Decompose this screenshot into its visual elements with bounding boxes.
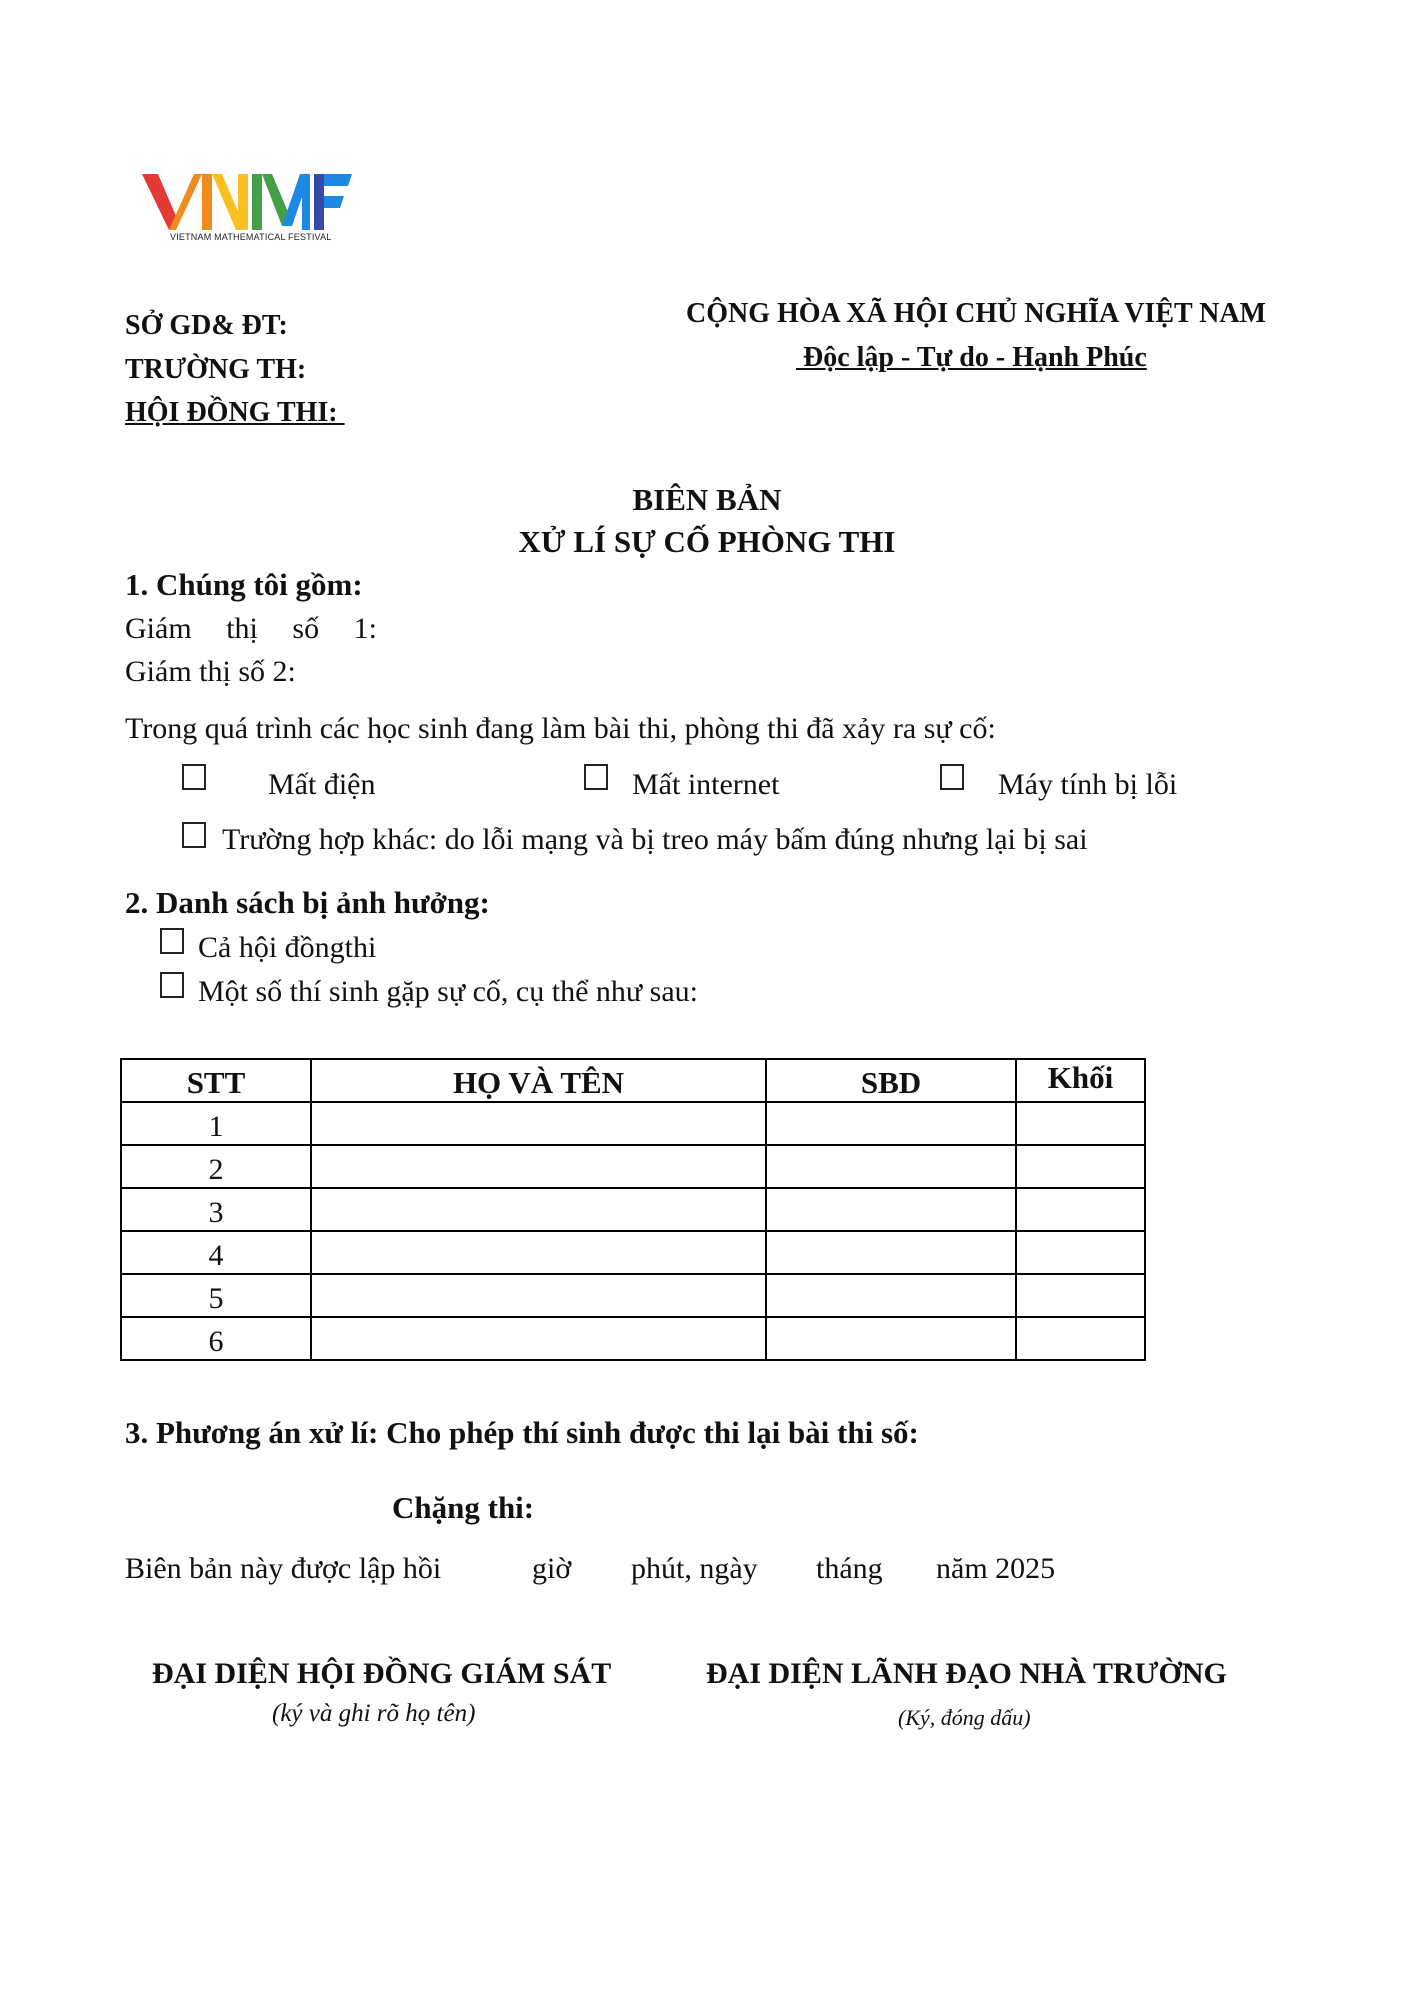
table-row: [121, 1145, 1145, 1188]
country-name: CỘNG HÒA XÃ HỘI CHỦ NGHĨA VIỆT NAM: [686, 298, 1267, 329]
incident-intro: Trong quá trình các học sinh đang làm bài thi, phòng thi đã xảy ra sự cố:: [125, 712, 996, 745]
row-number: 3: [121, 1188, 311, 1231]
whole-council-checkbox[interactable]: [160, 928, 184, 954]
sbd-cell[interactable]: [766, 1102, 1016, 1145]
sbd-cell[interactable]: [766, 1145, 1016, 1188]
grade-cell[interactable]: [1016, 1145, 1145, 1188]
proctor1-word: số: [292, 612, 320, 645]
supervisor-signature-note: (ký và ghi rõ họ tên): [272, 1700, 476, 1727]
name-cell[interactable]: [311, 1188, 766, 1231]
row-number: 6: [121, 1317, 311, 1360]
some-candidates-checkbox[interactable]: [160, 972, 184, 998]
record-prefix: Biên bản này được lập hồi: [125, 1552, 442, 1585]
document-title: BIÊN BẢN: [632, 482, 782, 517]
grade-cell[interactable]: [1016, 1102, 1145, 1145]
table-row: [121, 1317, 1145, 1360]
sbd-cell[interactable]: [766, 1231, 1016, 1274]
table-row: [121, 1231, 1145, 1274]
power-outage-checkbox[interactable]: [182, 764, 206, 790]
table-row: [121, 1102, 1145, 1145]
row-number: 5: [121, 1274, 311, 1317]
proctor1-word: thị: [226, 612, 258, 645]
section2-heading: 2. Danh sách bị ảnh hưởng:: [125, 885, 490, 920]
row-number: 2: [121, 1145, 311, 1188]
internet-loss-label: Mất internet: [632, 768, 780, 801]
principal-signature-title: ĐẠI DIỆN LÃNH ĐẠO NHÀ TRƯỜNG: [706, 1657, 1227, 1690]
grade-cell[interactable]: [1016, 1231, 1145, 1274]
name-cell[interactable]: [311, 1102, 766, 1145]
sbd-cell[interactable]: [766, 1274, 1016, 1317]
grade-cell[interactable]: [1016, 1317, 1145, 1360]
section3-heading: 3. Phương án xử lí: Cho phép thí sinh được thi lại bài thi số:: [125, 1415, 919, 1450]
name-cell[interactable]: [311, 1145, 766, 1188]
internet-loss-checkbox[interactable]: [584, 764, 608, 790]
name-cell[interactable]: [311, 1274, 766, 1317]
row-number: 1: [121, 1102, 311, 1145]
vnmf-logo-mark: [142, 172, 352, 232]
table-row: [121, 1274, 1145, 1317]
proctor1-word: 1:: [353, 612, 377, 645]
power-outage-label: Mất điện: [268, 768, 376, 801]
proctor2-line: Giám thị số 2:: [125, 655, 296, 688]
sbd-cell[interactable]: [766, 1188, 1016, 1231]
grade-cell[interactable]: [1016, 1274, 1145, 1317]
other-case-label: Trường hợp khác: do lỗi mạng và bị treo máy bấm đúng nhưng lại bị sai: [222, 823, 1088, 856]
some-candidates-label: Một số thí sinh gặp sự cố, cụ thể như sau:: [198, 975, 698, 1008]
table-header-row: [121, 1059, 1145, 1102]
header-grade: Khối: [1016, 1059, 1145, 1102]
name-cell[interactable]: [311, 1231, 766, 1274]
supervisor-signature-title: ĐẠI DIỆN HỘI ĐỒNG GIÁM SÁT: [152, 1657, 612, 1690]
record-month: tháng: [816, 1552, 883, 1585]
proctor1-word: Giám: [125, 612, 192, 645]
council-label: HỘI ĐỒNG THI:: [125, 397, 345, 428]
whole-council-label: Cả hội đồngthi: [198, 931, 377, 964]
computer-error-checkbox[interactable]: [940, 764, 964, 790]
affected-candidates-table: [120, 1058, 1146, 1361]
proctor1-line: [125, 612, 377, 646]
record-year: năm 2025: [936, 1552, 1056, 1585]
header-sbd: SBD: [766, 1059, 1016, 1102]
header-stt: STT: [121, 1059, 311, 1102]
name-cell[interactable]: [311, 1317, 766, 1360]
logo-caption: VIETNAM MATHEMATICAL FESTIVAL: [170, 232, 332, 242]
table-row: [121, 1188, 1145, 1231]
department-label: SỞ GD& ĐT:: [125, 310, 288, 341]
record-minute-day: phút, ngày: [631, 1552, 758, 1585]
principal-signature-note: (Ký, đóng dấu): [898, 1705, 1031, 1730]
grade-cell[interactable]: [1016, 1188, 1145, 1231]
row-number: 4: [121, 1231, 311, 1274]
record-hour: giờ: [532, 1552, 572, 1585]
section1-heading: 1. Chúng tôi gồm:: [125, 567, 363, 602]
header-full-name: HỌ VÀ TÊN: [311, 1059, 766, 1102]
sbd-cell[interactable]: [766, 1317, 1016, 1360]
other-case-checkbox[interactable]: [182, 822, 206, 848]
computer-error-label: Máy tính bị lỗi: [998, 768, 1178, 801]
exam-round-label: Chặng thi:: [392, 1490, 535, 1525]
school-label: TRƯỜNG TH:: [125, 354, 307, 385]
national-motto: Độc lập - Tự do - Hạnh Phúc: [796, 342, 1147, 373]
document-subtitle: XỬ LÍ SỰ CỐ PHÒNG THI: [518, 524, 896, 559]
